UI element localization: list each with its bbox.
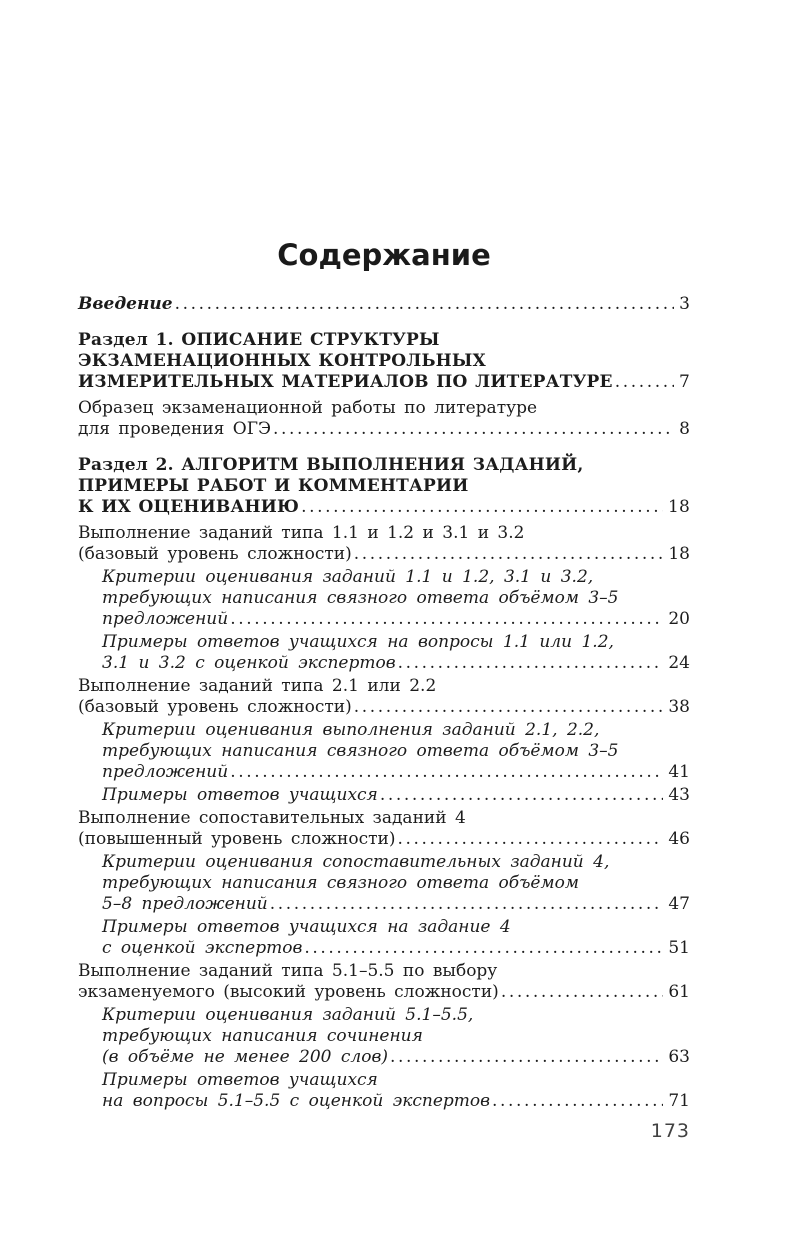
toc-entry-line bbox=[78, 544, 690, 565]
dot-leader bbox=[270, 894, 664, 915]
toc-entry bbox=[78, 808, 690, 850]
toc-entry-line bbox=[78, 419, 690, 440]
dot-leader bbox=[273, 419, 674, 440]
toc-entry bbox=[102, 1070, 690, 1112]
toc-entry-text: Введение bbox=[78, 294, 173, 314]
toc-entry-line bbox=[102, 894, 690, 915]
toc-entry-line bbox=[78, 808, 690, 829]
toc-entry-text: Критерии оценивания заданий 1.1 и 1.2, 3.1 и 3.2, bbox=[102, 567, 594, 587]
toc-entry-page-number: 71 bbox=[668, 1091, 690, 1111]
toc-entry-line bbox=[102, 588, 690, 609]
dot-leader bbox=[304, 938, 663, 959]
dot-leader bbox=[230, 609, 663, 630]
toc-entry-line bbox=[102, 1047, 690, 1068]
toc-entry-text: Примеры ответов учащихся bbox=[102, 785, 378, 805]
dot-leader bbox=[492, 1091, 663, 1112]
toc-entry-text: ПРИМЕРЫ РАБОТ И КОММЕНТАРИИ bbox=[78, 476, 469, 496]
toc-entry-line bbox=[102, 938, 690, 959]
toc-entry bbox=[102, 917, 690, 959]
toc-entry-page-number: 51 bbox=[668, 938, 690, 958]
toc-entry-line bbox=[78, 330, 690, 351]
toc-entry-line bbox=[102, 653, 690, 674]
toc-entry bbox=[78, 523, 690, 565]
toc-entry bbox=[78, 676, 690, 718]
toc-entry-page-number: 47 bbox=[668, 894, 690, 914]
dot-leader bbox=[390, 1047, 663, 1068]
toc-entry-page-number: 38 bbox=[668, 697, 690, 717]
toc-entry bbox=[78, 294, 690, 315]
dot-leader bbox=[354, 697, 664, 718]
toc-entry-line bbox=[102, 567, 690, 588]
toc-entry-page-number: 20 bbox=[668, 609, 690, 629]
toc-entry-text: Образец экзаменационной работы по литературе bbox=[78, 398, 538, 418]
toc-entry-line bbox=[102, 873, 690, 894]
toc-entry-text: требующих написания связного ответа объёмом bbox=[102, 873, 579, 893]
toc-entry-line bbox=[78, 961, 690, 982]
toc-entry-line bbox=[78, 497, 690, 518]
toc-entry-line bbox=[102, 762, 690, 783]
toc-entry-text: требующих написания связного ответа объёмом 3–5 bbox=[102, 741, 619, 761]
toc-entry-line bbox=[102, 1091, 690, 1112]
toc-entry-text: Примеры ответов учащихся на вопросы 1.1 или 1.2, bbox=[102, 632, 614, 652]
dot-leader bbox=[398, 653, 664, 674]
toc-entry bbox=[102, 852, 690, 915]
toc-entry-page-number: 3 bbox=[679, 294, 690, 314]
toc-entry bbox=[102, 567, 690, 630]
toc-entry bbox=[102, 785, 690, 806]
toc-entry-text: предложений bbox=[102, 762, 229, 782]
toc-entry bbox=[102, 632, 690, 674]
toc-entry-text: Раздел 1. ОПИСАНИЕ СТРУКТУРЫ bbox=[78, 330, 440, 350]
toc-entry-line bbox=[78, 294, 690, 315]
toc-entry-page-number: 63 bbox=[668, 1047, 690, 1067]
toc-entry-line bbox=[78, 697, 690, 718]
toc-entry-page-number: 43 bbox=[668, 785, 690, 805]
toc-entry-line bbox=[78, 523, 690, 544]
dot-leader bbox=[230, 762, 663, 783]
toc-entry-line bbox=[102, 1026, 690, 1047]
toc-entry-text: ЭКЗАМЕНАЦИОННЫХ КОНТРОЛЬНЫХ bbox=[78, 351, 486, 371]
toc-entry-line bbox=[78, 351, 690, 372]
toc-entry-line bbox=[102, 1070, 690, 1091]
page-number: 173 bbox=[650, 1120, 690, 1142]
toc-entry-text: (в объёме не менее 200 слов) bbox=[102, 1047, 388, 1067]
dot-leader bbox=[175, 294, 675, 315]
toc-entry-page-number: 24 bbox=[668, 653, 690, 673]
toc-entry-page-number: 41 bbox=[668, 762, 690, 782]
toc-entry-line bbox=[78, 398, 690, 419]
toc-entry-text: предложений bbox=[102, 609, 229, 629]
toc-entry-text: требующих написания связного ответа объёмом 3–5 bbox=[102, 588, 619, 608]
toc-entry bbox=[78, 455, 690, 518]
toc-entry-text: для проведения ОГЭ bbox=[78, 419, 271, 439]
toc-entry-line bbox=[102, 632, 690, 653]
toc-entry-text: 5–8 предложений bbox=[102, 894, 268, 914]
toc-entry-text: Раздел 2. АЛГОРИТМ ВЫПОЛНЕНИЯ ЗАДАНИЙ, bbox=[78, 455, 584, 475]
toc-entry-page-number: 46 bbox=[668, 829, 690, 849]
toc-entry-text: на вопросы 5.1–5.5 с оценкой экспертов bbox=[102, 1091, 491, 1111]
toc-entry-text: Примеры ответов учащихся на задание 4 bbox=[102, 917, 511, 937]
toc-entry-text: Выполнение заданий типа 1.1 и 1.2 и 3.1 и 3.2 bbox=[78, 523, 525, 543]
toc-entry-line bbox=[102, 852, 690, 873]
toc-entry-page-number: 18 bbox=[667, 497, 690, 517]
toc-entry-page-number: 8 bbox=[679, 419, 690, 439]
toc-entry-text: экзаменуемого (высокий уровень сложности) bbox=[78, 982, 499, 1002]
toc-entry-text: Выполнение заданий типа 5.1–5.5 по выбору bbox=[78, 961, 498, 981]
toc-entry-page-number: 7 bbox=[678, 372, 690, 392]
toc-entry-line bbox=[78, 455, 690, 476]
toc-entry-text: требующих написания сочинения bbox=[102, 1026, 423, 1046]
dot-leader bbox=[397, 829, 663, 850]
toc-entry-text: К ИХ ОЦЕНИВАНИЮ bbox=[78, 497, 300, 517]
dot-leader bbox=[301, 497, 663, 518]
toc-entry-text: Критерии оценивания сопоставительных заданий 4, bbox=[102, 852, 610, 872]
toc-entry-line bbox=[102, 609, 690, 630]
toc-entry-line bbox=[102, 917, 690, 938]
toc-entry-text: с оценкой экспертов bbox=[102, 938, 303, 958]
toc-entry-line bbox=[78, 829, 690, 850]
toc-entry-line bbox=[102, 720, 690, 741]
toc-entry-line bbox=[78, 676, 690, 697]
toc-entry-line bbox=[78, 982, 690, 1003]
toc-entry-text: 3.1 и 3.2 с оценкой экспертов bbox=[102, 653, 396, 673]
toc-entry-text: Критерии оценивания заданий 5.1–5.5, bbox=[102, 1005, 474, 1025]
toc-entry bbox=[78, 330, 690, 393]
toc-entry-text: Выполнение сопоставительных заданий 4 bbox=[78, 808, 466, 828]
toc-entry-text: Выполнение заданий типа 2.1 или 2.2 bbox=[78, 676, 437, 696]
toc-entry-line bbox=[78, 372, 690, 393]
toc-entry-text: (базовый уровень сложности) bbox=[78, 697, 352, 717]
toc-entry-line bbox=[102, 741, 690, 762]
toc-entry-text: ИЗМЕРИТЕЛЬНЫХ МАТЕРИАЛОВ ПО ЛИТЕРАТУРЕ bbox=[78, 372, 613, 392]
toc-entry bbox=[102, 720, 690, 783]
toc-entry-page-number: 18 bbox=[668, 544, 690, 564]
toc-entry bbox=[78, 961, 690, 1003]
toc-entry-line bbox=[78, 476, 690, 497]
toc-list bbox=[78, 294, 690, 1112]
toc-entry-line bbox=[102, 785, 690, 806]
dot-leader bbox=[501, 982, 664, 1003]
toc-entry bbox=[102, 1005, 690, 1068]
toc-entry bbox=[78, 398, 690, 440]
toc-entry-text: Примеры ответов учащихся bbox=[102, 1070, 378, 1090]
toc-entry-page-number: 61 bbox=[668, 982, 690, 1002]
toc-entry-line bbox=[102, 1005, 690, 1026]
page-content bbox=[78, 240, 690, 1142]
toc-entry-text: (повышенный уровень сложности) bbox=[78, 829, 396, 849]
dot-leader bbox=[354, 544, 664, 565]
toc-entry-text: Критерии оценивания выполнения заданий 2.1, 2.2, bbox=[102, 720, 600, 740]
page-title: Содержание bbox=[277, 238, 491, 272]
toc-entry-text: (базовый уровень сложности) bbox=[78, 544, 352, 564]
dot-leader bbox=[615, 372, 674, 393]
dot-leader bbox=[380, 785, 664, 806]
